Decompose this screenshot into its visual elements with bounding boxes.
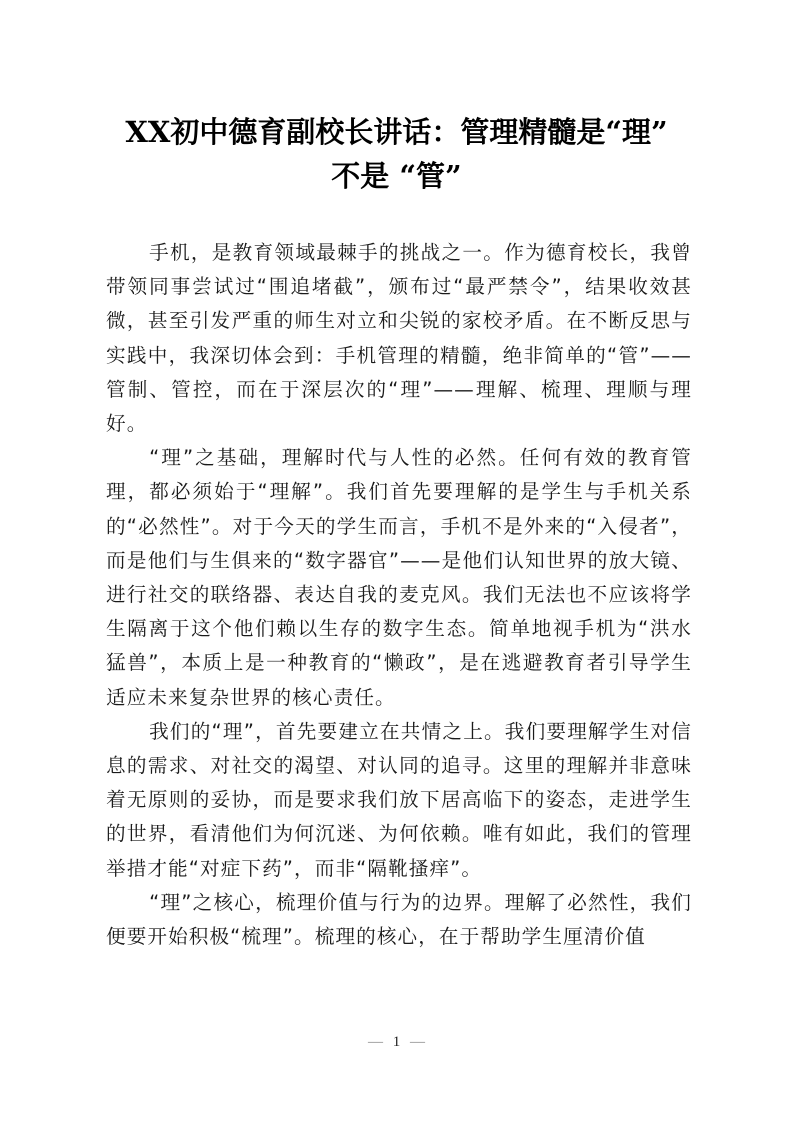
page-number: 1 bbox=[392, 1034, 401, 1050]
page-dash-left: — bbox=[368, 1034, 383, 1050]
title-line-2: 不是 “管” bbox=[331, 159, 462, 193]
title-line-1: XX初中德育副校长讲话：管理精髓是“理” bbox=[125, 115, 668, 149]
document-body bbox=[106, 236, 692, 954]
paragraph-3: 我们的“理”，首先要建立在共情之上。我们要理解学生对信息的需求、对社交的渴望、对认同的追寻。这里的理解并非意味着无原则的妥协，而是要求我们放下居高临下的姿态，走进学生的世界，看清他们为何沉迷、为何依赖。唯有如此，我们的管理举措才能“对症下药”，而非“隔靴搔痒”。 bbox=[106, 719, 692, 880]
page-footer bbox=[0, 1034, 793, 1051]
page-dash-right: — bbox=[410, 1034, 425, 1050]
document-title bbox=[80, 110, 713, 198]
paragraph-1: 手机，是教育领域最棘手的挑战之一。作为德育校长，我曾带领同事尝试过“围追堵截”，颁布过“最严禁令”，结果收效甚微，甚至引发严重的师生对立和尖锐的家校矛盾。在不断反思与实践中，我深切体会到：手机管理的精髓，绝非简单的“管”——管制、管控，而在于深层次的“理”——理解、梳理、理顺与理好。 bbox=[106, 241, 692, 436]
paragraph-2: “理”之基础，理解时代与人性的必然。任何有效的教育管理，都必须始于“理解”。我们首先要理解的是学生与手机关系的“必然性”。对于今天的学生而言，手机不是外来的“入侵者”，而是他们与生俱来的“数字器官”——是他们认知世界的放大镜、进行社交的联络器、表达自我的麦克风。我们无法也不应该将学生隔离于这个他们赖以生存的数字生态。简单地视手机为“洪水猛兽”，本质上是一种教育的“懒政”，是在逃避教育者引导学生适应未来复杂世界的核心责任。 bbox=[106, 446, 692, 709]
paragraph-4: “理”之核心，梳理价值与行为的边界。理解了必然性，我们便要开始积极“梳理”。梳理的核心，在于帮助学生厘清价值 bbox=[106, 890, 692, 949]
